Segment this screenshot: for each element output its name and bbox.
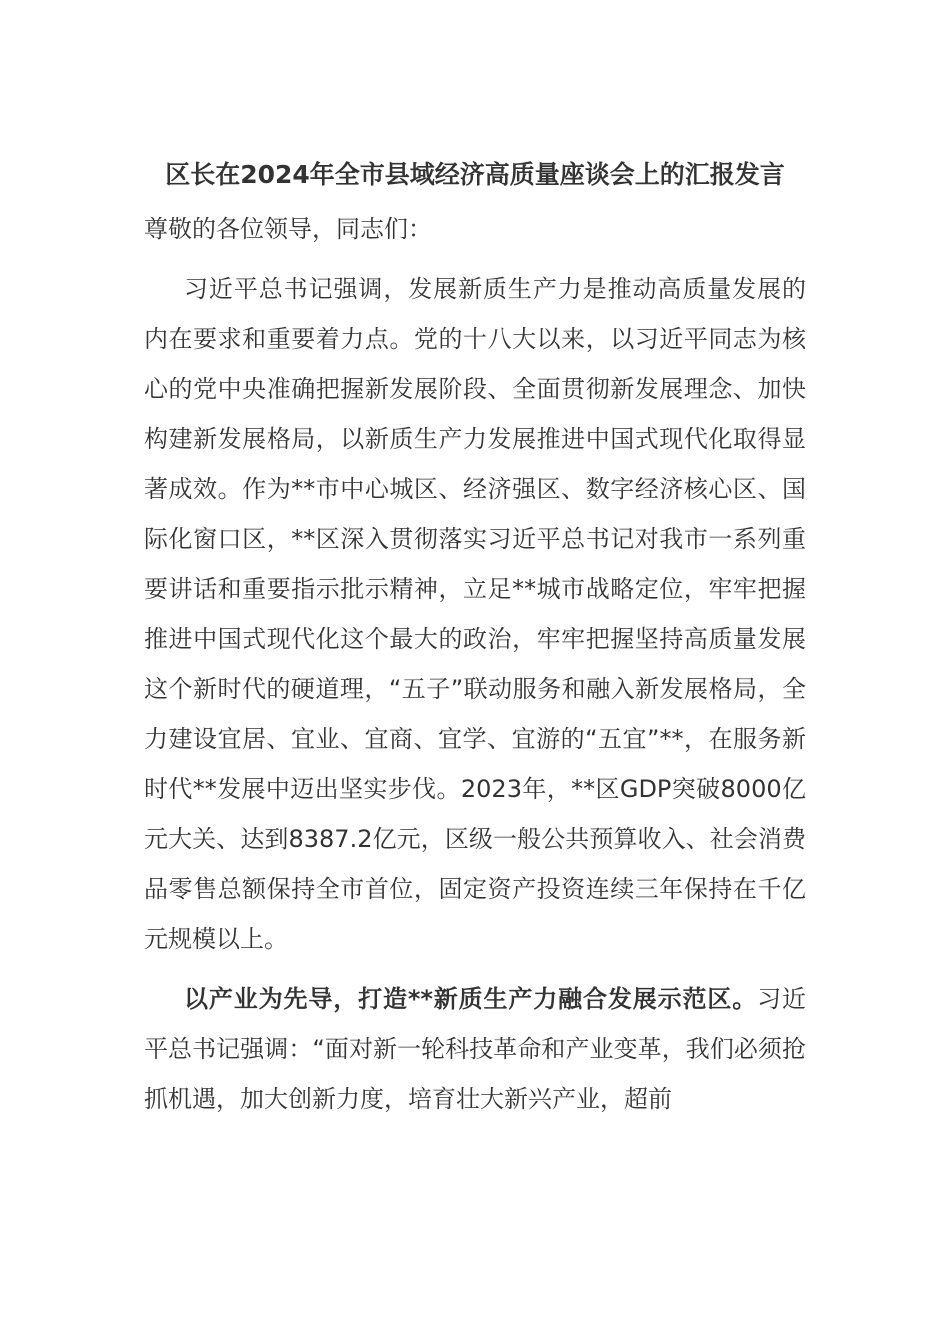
paragraph-text: 习近平总书记强调，发展新质生产力是推动高质量发展的内在要求和重要着力点。党的十八大以来，以习近平同志为核心的党中央准确把握新发展阶段、全面贯彻新发展理念、加快构建新发展格局，以新质生产力发展推进中国式现代化取得显著成效。作为**市中心城区、经济强区、数字经济核心区、国际化窗口区，**区深入贯彻落实习近平总书记对我市一系列重要讲话和重要指示批示精神，立足**城市战略定位，牢牢把握推进中国式现代化这个最大的政治，牢牢把握坚持高质量发展这个新时代的硬道理，“五子”联动服务和融入新发展格局，全力建设宜居、宜业、宜商、宜学、宜游的“五宜”**，在服务新时代**发展中迈出坚实步伐。2023年，**区GDP突破8000亿元大关、达到8387.2亿元，区级一般公共预算收入、社会消费品零售总额保持全市首位，固定资产投资连续三年保持在千亿元规模以上。 xyxy=(144,275,806,953)
paragraph-text: 习近平总书记强调：“面对新一轮科技革命和产业变革，我们必须抢抓机遇，加大创新力度，培育壮大新兴产业，超前 xyxy=(144,985,806,1113)
salutation: 尊敬的各位领导，同志们： xyxy=(144,215,432,243)
paragraph-intro xyxy=(144,264,806,964)
paragraph-industry xyxy=(144,974,806,1124)
document-title: 区长在2024年全市县域经济高质量座谈会上的汇报发言 xyxy=(165,160,785,189)
document-body xyxy=(144,150,806,1124)
paragraph-lead-heading: 以产业为先导，打造**新质生产力融合发展示范区。 xyxy=(184,985,758,1013)
